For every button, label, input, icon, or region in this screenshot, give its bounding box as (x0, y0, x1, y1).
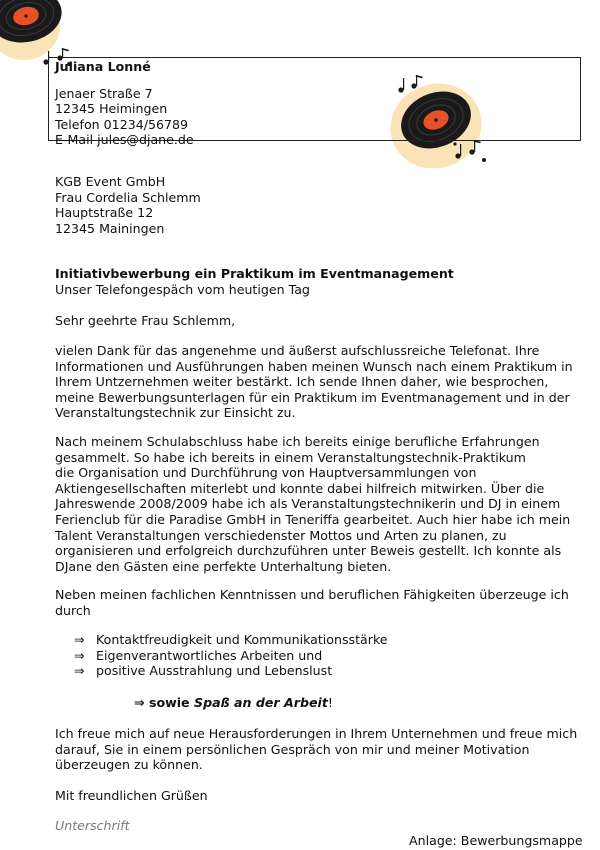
signature-placeholder: Unterschrift (55, 818, 130, 833)
paragraph-line: darauf, Sie in einem persönlichen Gespräch von mir und meiner Motivation (55, 741, 530, 757)
paragraph-line: die Organisation und Durchführung von Hauptversammlungen von (55, 465, 477, 481)
paragraph-line: Ferienclub für die Paradise GmbH in Teneriffa gearbeitet. Auch hier habe ich mein (55, 511, 571, 527)
recipient-street: Hauptstraße 12 (55, 205, 154, 221)
paragraph-line: Informationen und Ausführungen haben meinen Wunsch nach einem Praktikum in (55, 358, 573, 374)
sender-address (55, 59, 194, 148)
subject-reference: Unser Telefongespäch vom heutigen Tag (55, 281, 310, 297)
subject-title: Initiativbewerbung ein Praktikum im Eventmanagement (55, 266, 454, 281)
sender-email: E-Mail jules@djane.de (55, 132, 194, 148)
body-paragraph-1 (55, 343, 585, 421)
closing: Mit freundlichen Grüßen (55, 788, 208, 803)
paragraph-line: Aktiengesellschaften miterlebt und konnte dabei hilfreich mitwirken. Über die (55, 480, 545, 496)
body-paragraph-3 (55, 587, 585, 618)
paragraph-line: DJane den Gästen eine perfekte Unterhaltung bieten. (55, 558, 392, 574)
sender-street: Jenaer Straße 7 (55, 85, 153, 101)
highlight-line (134, 695, 333, 711)
sender-name: Juliana Lonné (55, 59, 151, 74)
paragraph-line: Veranstaltungstechnik zur Einsicht zu. (55, 405, 296, 421)
body-paragraph-2 (55, 434, 585, 574)
recipient-contact: Frau Cordelia Schlemm (55, 189, 201, 205)
list-item-text: Kontaktfreudigkeit und Kommunikationsstärke (96, 632, 388, 647)
list-item-text: Eigenverantwortliches Arbeiten und (96, 647, 323, 663)
paragraph-line: überzeugen zu können. (55, 757, 203, 773)
arrow-icon: ⇒ (74, 663, 85, 679)
highlight-emphasis: Spaß an der Arbeit (194, 695, 328, 710)
qualities-list (74, 632, 388, 679)
body-paragraph-4 (55, 726, 590, 773)
salutation: Sehr geehrte Frau Schlemm, (55, 313, 236, 328)
sender-city: 12345 Heimingen (55, 101, 168, 117)
arrow-icon: ⇒ (134, 695, 145, 710)
paragraph-line: Ihrem Untzernehmen weiter bestärkt. Ich sende Ihnen daher, wie besprochen, (55, 374, 549, 390)
paragraph-line: gesammelt. So habe ich bereits in einem Veranstaltungstechnik-Praktikum (55, 449, 526, 465)
list-item (74, 663, 388, 679)
arrow-icon: ⇒ (74, 632, 85, 647)
paragraph-line: vielen Dank für das angenehme und äußerst aufschlussreiche Telefonat. Ihre (55, 343, 540, 358)
paragraph-line: meine Bewerbungsunterlagen für ein Praktikum im Eventmanagement und in der (55, 389, 570, 405)
enclosure-note: Anlage: Bewerbungsmappe (409, 833, 583, 848)
subject-block (55, 266, 454, 297)
paragraph-line: Neben meinen fachlichen Kenntnissen und beruflichen Fähigkeiten überzeuge ich (55, 587, 569, 602)
list-item-text: positive Ausstrahlung und Lebenslust (96, 663, 333, 679)
sender-phone: Telefon 01234/56789 (55, 116, 189, 132)
arrow-icon: ⇒ (74, 647, 85, 663)
paragraph-line: durch (55, 602, 91, 618)
paragraph-line: organisieren und erfolgreich durchzuführen unter Beweis gestellt. Ich konnte als (55, 543, 562, 559)
recipient-address (55, 174, 201, 236)
list-item (74, 648, 388, 664)
recipient-city: 12345 Mainingen (55, 220, 165, 236)
recipient-company: KGB Event GmbH (55, 174, 166, 189)
paragraph-line: Ich freue mich auf neue Herausforderungen in Ihrem Unternehmen und freue mich (55, 726, 578, 741)
paragraph-line: Talent Veranstaltungen verschiedenster Mottos und Arten zu planen, zu (55, 527, 507, 543)
highlight-suffix: ! (327, 695, 333, 710)
paragraph-line: Jahreswende 2008/2009 habe ich als Veranstaltungstechnikerin und DJ in einem (55, 496, 561, 512)
paragraph-line: Nach meinem Schulabschluss habe ich bereits einige berufliche Erfahrungen (55, 434, 540, 449)
list-item (74, 632, 388, 648)
highlight-prefix: sowie (148, 695, 190, 710)
